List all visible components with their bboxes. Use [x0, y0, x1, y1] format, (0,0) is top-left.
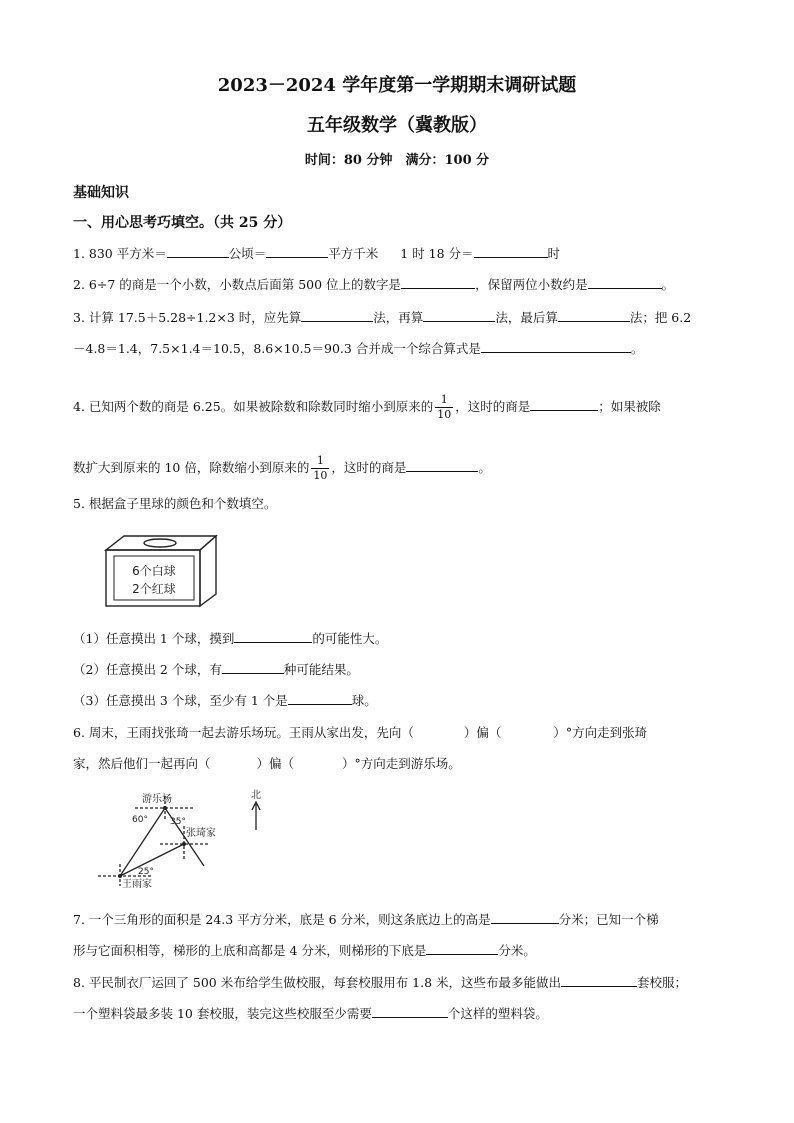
wang-point	[118, 874, 122, 878]
answer-blank[interactable]	[288, 692, 352, 705]
exam-info: 时间：80 分钟 满分：100 分	[304, 153, 490, 168]
answer-blank[interactable]	[301, 309, 373, 322]
box-side	[200, 536, 216, 606]
label-wang: 王雨家	[122, 879, 152, 890]
box-label-red: 2个红球	[132, 582, 176, 596]
box-front	[106, 550, 200, 606]
answer-blank[interactable]	[558, 309, 630, 322]
question-5-sub-3: （3）任意摸出 3 个球，至少有 1 个是 球。	[73, 693, 377, 708]
route-map-figure	[90, 786, 280, 894]
question-7-line-1: 7. 一个三角形的面积是 24.3 平方分米，底是 6 分米，则这条底边上的高是 分米；已知一个梯	[73, 912, 659, 927]
answer-blank[interactable]	[406, 459, 478, 472]
section-basic: 基础知识	[73, 185, 129, 201]
question-8-line-1: 8. 平民制衣厂运回了 500 米布给学生做校服，每套校服用布 1.8 米，这些布最多能做出 套校服；	[73, 975, 688, 990]
question-5-sub-2: （2）任意摸出 2 个球，有 种可能结果。	[73, 662, 359, 677]
answer-blank[interactable]	[530, 398, 598, 411]
answer-blank[interactable]	[222, 661, 284, 674]
ball-box-figure	[100, 530, 220, 610]
fraction-one-tenth: $\frac{1}{10}$	[313, 454, 328, 482]
label-park: 游乐场	[142, 794, 172, 805]
question-4-line-1: 4. 已知两个数的商是 6.25。如果被除数和除数同时缩小到原来的 $\frac{1}{10}$ ，这时的商是 ；如果被除	[73, 393, 661, 421]
question-2: 2. 6÷7 的商是一个小数，小数点后面第 500 位上的数字是 ，保留两位小数约是 。	[73, 277, 675, 292]
question-7-line-2: 形与它面积相等，梯形的上底和高都是 4 分米，则梯形的下底是 分米。	[73, 943, 536, 958]
question-3-line-2: －4.8＝1.4，7.5×1.4＝10.5，8.6×10.5＝90.3 合并成一个综合算式是 。	[73, 341, 644, 356]
fraction-one-tenth: $\frac{1}{10}$	[437, 393, 452, 421]
angle-35-label: 35°	[170, 817, 186, 827]
answer-blank[interactable]	[167, 245, 229, 258]
question-3-line-1: 3. 计算 17.5＋5.28÷1.2×3 时，应先算 法，再算 法，最后算 法；把 6.2	[73, 310, 692, 325]
angle-60-label: 60°	[132, 815, 148, 825]
angle-25-label: 25°	[138, 867, 154, 877]
answer-blank[interactable]	[401, 276, 475, 289]
answer-blank[interactable]	[372, 1005, 448, 1018]
exam-title: 2023－2024 学年度第一学期期末调研试题	[217, 75, 577, 96]
question-6-line-2: 家，然后他们一起再向（ ）偏（ ）°方向走到游乐场。	[73, 756, 461, 771]
answer-blank[interactable]	[588, 276, 662, 289]
label-zhang: 张琦家	[186, 828, 216, 839]
question-6-line-1: 6. 周末，王雨找张琦一起去游乐场玩。王雨从家出发，先向（ ）偏（ ）°方向走到张琦	[73, 725, 648, 740]
answer-blank[interactable]	[491, 911, 559, 924]
section-part1-heading: 一、用心思考巧填空。（共 25 分）	[73, 215, 292, 231]
question-1: 1. 830 平方米＝ 公顷＝ 平方千米 1 时 18 分＝ 时	[73, 246, 561, 261]
answer-blank[interactable]	[234, 630, 312, 643]
box-opening	[144, 539, 176, 547]
park-point	[163, 806, 167, 810]
box-label-white: 6个白球	[132, 564, 176, 578]
box-top	[106, 536, 216, 550]
answer-blank[interactable]	[561, 974, 637, 987]
question-5-sub-1: （1）任意摸出 1 个球，摸到 的可能性大。	[73, 631, 388, 646]
exam-subtitle: 五年级数学（冀教版）	[307, 115, 487, 136]
question-8-line-2: 一个塑料袋最多装 10 套校服，装完这些校服至少需要 个这样的塑料袋。	[73, 1006, 548, 1021]
answer-blank[interactable]	[481, 340, 631, 353]
question-4-line-2: 数扩大到原来的 10 倍，除数缩小到原来的 $\frac{1}{10}$ ，这时的商是 。	[73, 454, 491, 482]
answer-blank[interactable]	[266, 245, 328, 258]
answer-blank[interactable]	[474, 245, 548, 258]
zhang-point	[182, 842, 186, 846]
answer-blank[interactable]	[426, 942, 498, 955]
question-5: 5. 根据盒子里球的颜色和个数填空。	[73, 496, 277, 511]
north-label: 北	[251, 790, 261, 801]
answer-blank[interactable]	[423, 309, 495, 322]
